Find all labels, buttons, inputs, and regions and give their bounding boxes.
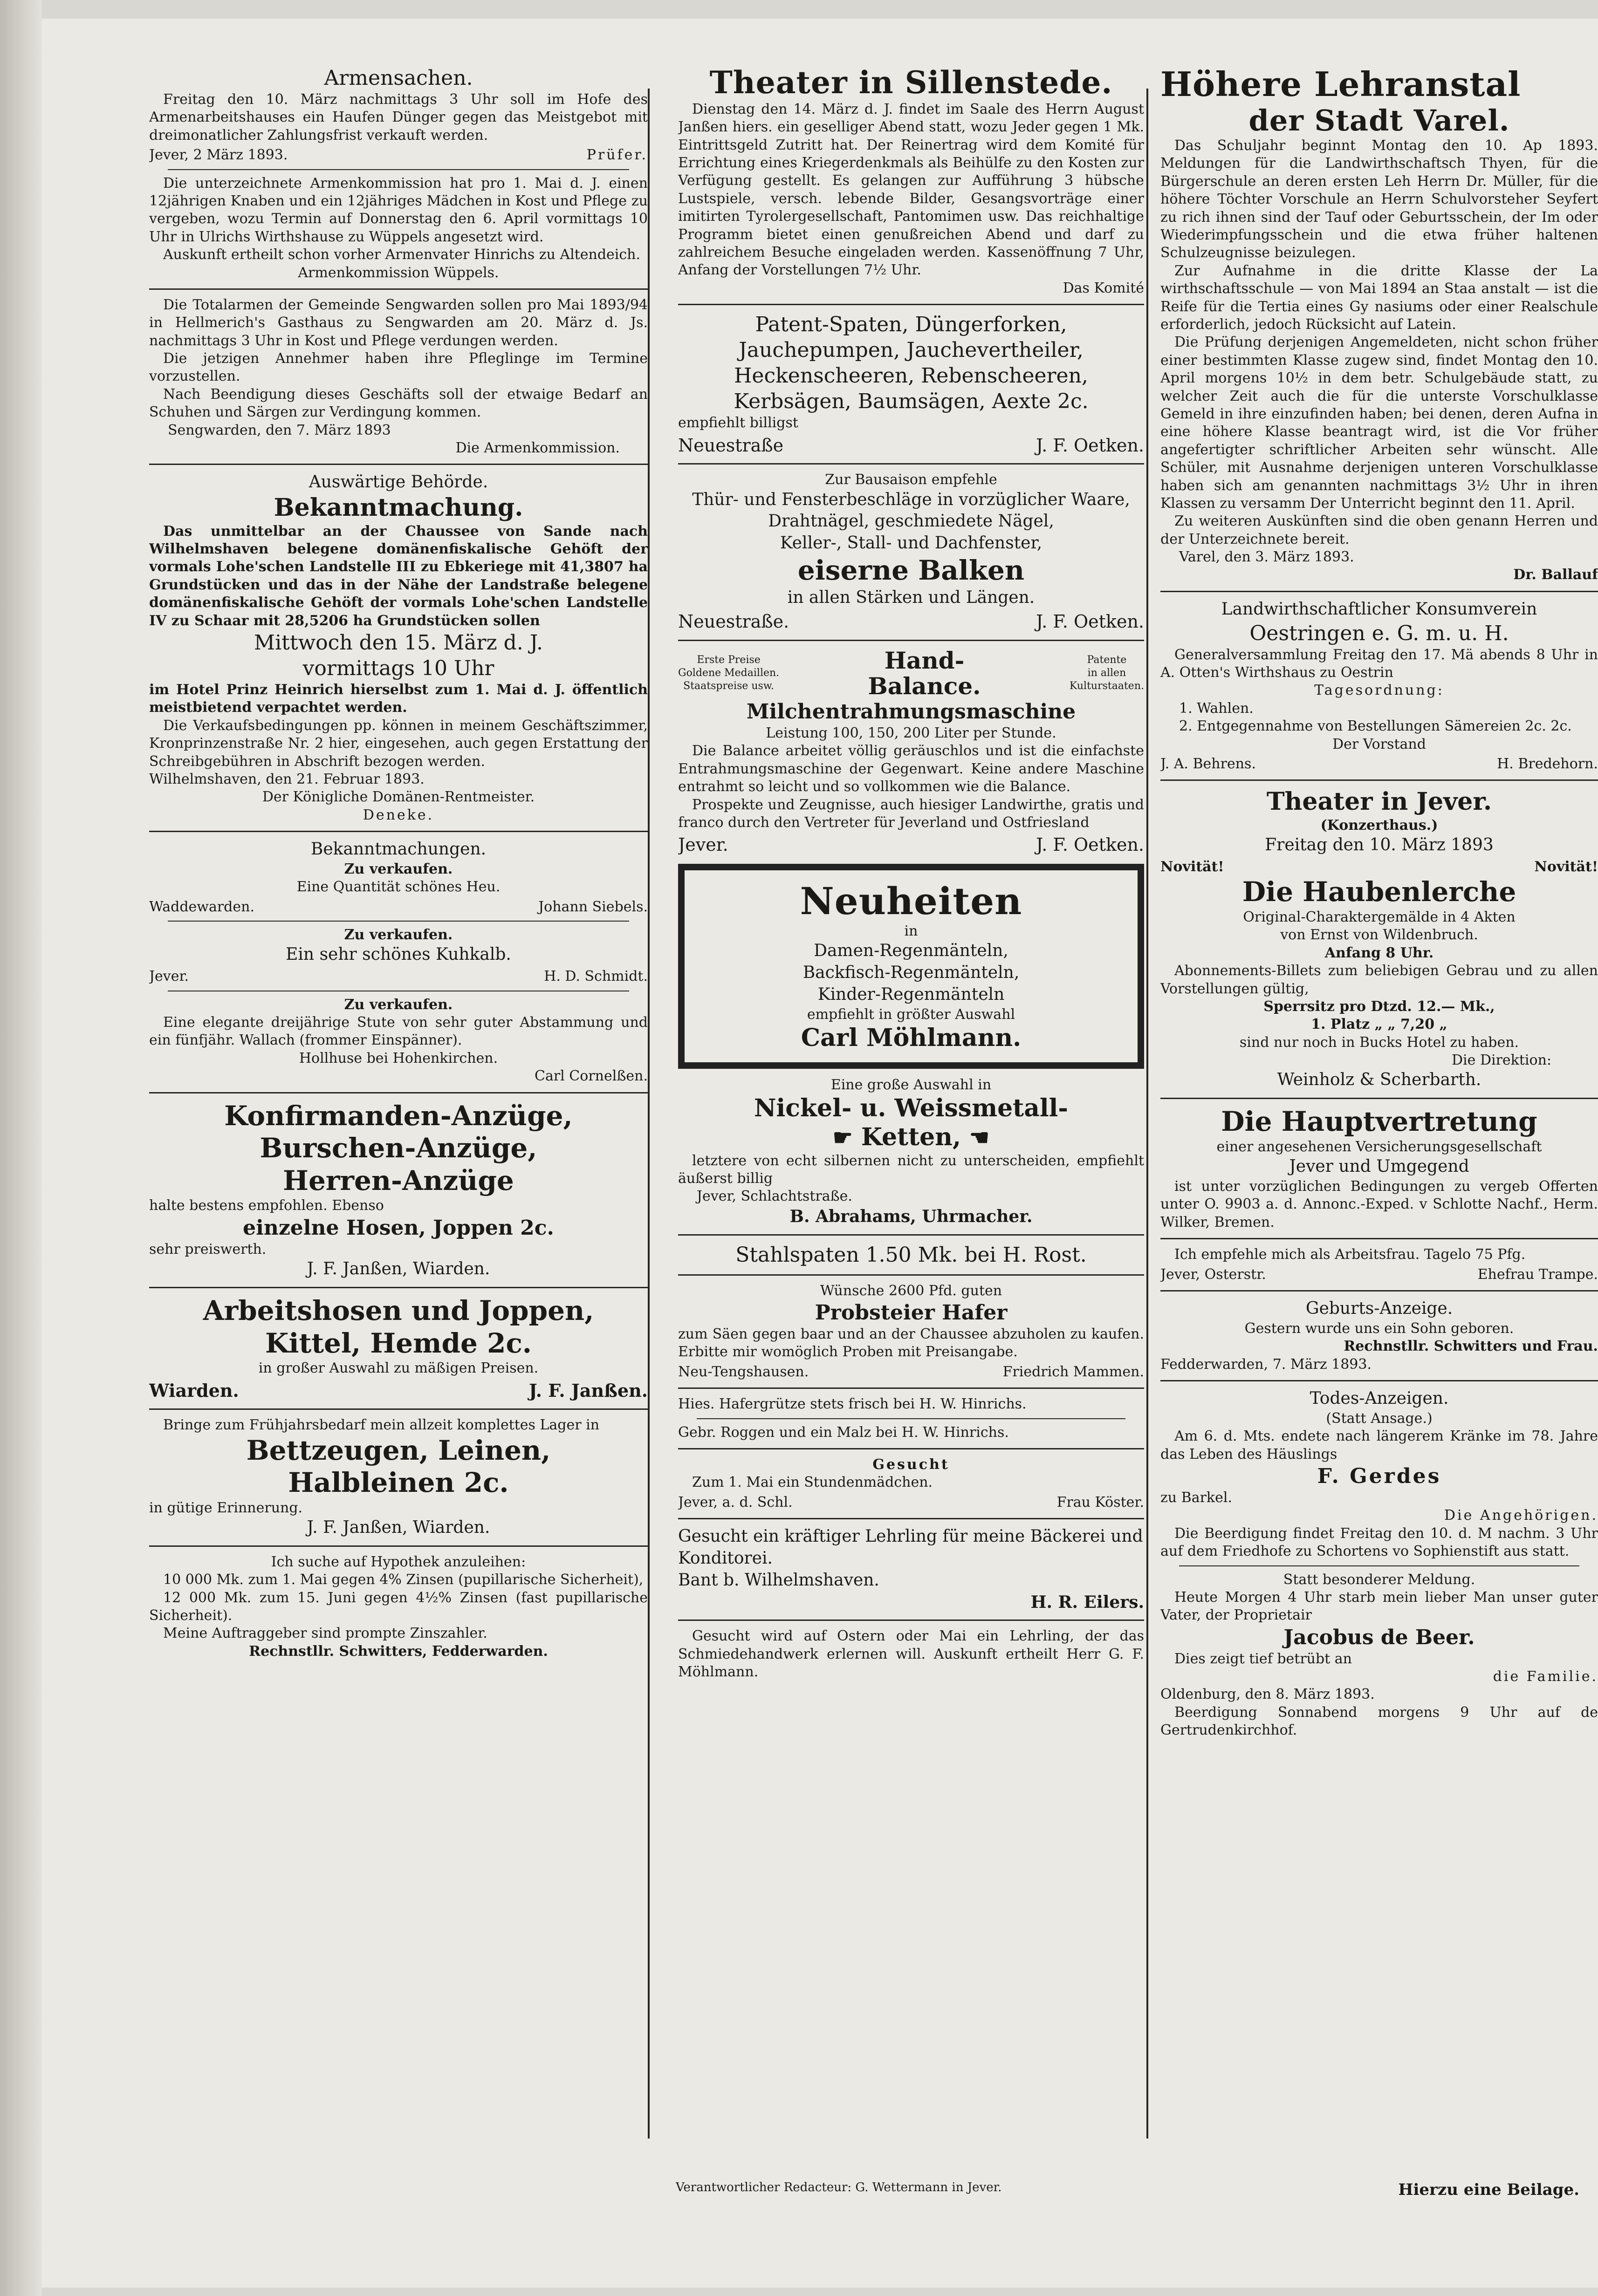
hand-balance-name: J. F. Oetken. [1036, 834, 1144, 855]
arbeitsfrau-place: Jever, Osterstr. [1160, 1266, 1266, 1283]
bekanntmachung-name: Deneke. [363, 806, 434, 823]
ad-geburtsanzeige [1160, 1298, 1598, 1374]
gesucht-signature [678, 1494, 1144, 1511]
bekanntmachung-title: Bekanntmachung. [274, 493, 523, 522]
konsumverein-text: Generalversammlung Freitag den 17. Mä abends 8 Uhr in A. Otten's Wirthshaus zu Oestrin [1160, 646, 1598, 681]
lehranstalt-text-2: Zur Aufnahme in die dritte Klasse der La wirthschaftsschule — von Mai 1894 an Staa anstalt — ist die Reife für die Tertia eines Gy nasiums oder einer Realschule erforderlich, jedoch Rücksicht auf Latein. [1160, 262, 1598, 333]
hand-balance-header [678, 648, 1144, 699]
todesanzeigen-title: Todes-Anzeigen. [1310, 1388, 1449, 1408]
awards-line-1: Erste Preise [697, 654, 761, 666]
ad-theater-jever [1160, 787, 1598, 1091]
hafergruetze-text: Hies. Hafergrütze stets frisch bei H. W. Hinrichs. [678, 1396, 1027, 1413]
divider [149, 288, 648, 290]
gesucht-text: Zum 1. Mai ein Stundenmädchen. [692, 1474, 933, 1491]
divider [1160, 1238, 1598, 1239]
nickel-text: letztere von echt silbernen nicht zu unterscheiden, empfiehlt äußerst billig [678, 1152, 1144, 1187]
hauptvertretung-text-3: ist unter vorzüglichen Bedingungen zu vergeb Offerten unter O. 9903 a. d. Annonc.-Exped. v Schlotte Nachf., Herm. Wilker, Bremen. [1160, 1178, 1598, 1230]
armenkommission-info: Auskunft ertheilt schon vorher Armenvater Hinrichs zu Altendeich. [163, 246, 641, 263]
neuheiten-line-2: Backfisch-Regenmänteln, [802, 963, 1020, 983]
konsumverein-signature [1160, 755, 1598, 773]
lehranstalt-subtitle: der Stadt Varel. [1248, 103, 1510, 137]
nickel-line-2: Nickel- u. Weissmetall- [754, 1093, 1068, 1122]
lehranstalt-text-1: Das Schuljahr beginnt Montag den 10. Ap 1893. Meldungen für die Landwirthschaftsch Thyen, für die Bürgerschule an deren ersten Leh Herrn Dr. Müller, für die höhere Töchter Vorschule an Herrn Schulvorsteher Seyfert zu rich ihnen sind der Tauf oder Geburtsschein, der Im oder Wiederimpfungsschein und die etwa früher haltenen Schulzeugnisse beizulegen. [1160, 137, 1598, 261]
ad-todesanzeigen [1160, 1388, 1598, 1740]
divider [1160, 779, 1598, 781]
bekanntmachung-text: Das unmittelbar an der Chaussee von Sande nach Wilhelmshaven belegene domänenfiskalische Gehöft der vormals Lohe'schen Landstelle III zu Ebkeriege mit 41,3807 ha Grundstücken und das in der Nähe der Landstraße belegene domänenfiskalische Gehöft der vormals Lohe'schen Landstelle IV zu Schaar mit 28,5206 ha Grundstücken sollen [149, 523, 648, 629]
theater-jever-sperrsitz: Sperrsitz pro Dtzd. 12.— Mk., [1263, 998, 1495, 1015]
theater-jever-start: Anfang 8 Uhr. [1324, 944, 1434, 961]
auswaertige-behoerde-heading: Auswärtige Behörde. [309, 472, 488, 492]
anzuege-signature: J. F. Janßen, Wiarden. [307, 1259, 490, 1279]
gesucht-title: Gesucht [872, 1456, 950, 1473]
sale2-place: Jever. [149, 968, 189, 985]
theater-sillenstede-signature: Das Komité [1063, 280, 1144, 296]
hand-balance-text-2: Die Balance arbeitet völlig geräuschlos und ist die einfachste Entrahmungsmaschine der Gegenwart. Keine andere Maschine entrahmt so leicht und so vollkommen wie die Balance. [678, 743, 1144, 795]
divider [678, 1448, 1144, 1449]
bausaison-line-2: Thür- und Fensterbeschläge in vorzüglicher Waare, [692, 490, 1130, 509]
arbeitsfrau-signature [1160, 1266, 1598, 1284]
ad-gesucht-1 [678, 1456, 1144, 1511]
anzuege-line-3: Herren-Anzüge [283, 1164, 514, 1196]
patent-line-4: Kerbsägen, Baumsägen, Aexte 2c. [734, 390, 1089, 414]
editor-footer: Verantwortlicher Redacteur: G. Wettermann in Jever. [676, 2180, 1002, 2194]
theater-jever-platz: 1. Platz „ „ 7,20 „ [1311, 1016, 1447, 1033]
ad-bekanntmachungen [149, 839, 648, 1086]
theater-jever-subtitle: (Konzerthaus.) [1320, 817, 1438, 834]
awards-line-2: Goldene Medaillen. [678, 667, 780, 679]
hauptvertretung-title: Die Hauptvertretung [1221, 1106, 1537, 1138]
lehranstalt-text-3: Die Prüfung derjenigen Angemeldeten, nicht schon früher einer bestimmten Klasse zugew sind, findet Montag den 10. April morgens 10½ in dem betr. Schulgebäude statt, zu welcher Zeit auch die für die unterste Vorschulklasse Gemeld in ihre einzufinden haben; bei denen, deren Aufna in eine höhere Klasse beantragt wird, ist die Vor früher angefertigter schriftlicher Arbeiten sehr wünscht. Alle Schüler, mit Ausnahme derjenigen unteren Vorschulklasse haben sich am genannten nachmittags 3½ Uhr in ihren Klassen zu versamm Der Unterricht beginnt den 11. April. [1160, 334, 1598, 512]
lehranstalt-title: Höhere Lehranstal [1160, 65, 1521, 104]
lehrling-place: Bant b. Wilhelmshaven. [678, 1570, 879, 1590]
ad-gesucht-schmied [678, 1627, 1144, 1681]
nickel-line-3 [678, 1123, 1144, 1152]
divider [678, 463, 1144, 465]
bausaison-signature [678, 610, 1144, 633]
konsumverein-agenda-2: 2. Entgegennahme von Bestellungen Sämereien 2c. 2c. [1179, 718, 1572, 735]
theater-sillenstede-text: Dienstag den 14. März d. J. findet im Saale des Herrn August Janßen hiers. ein geselliger Abend statt, wozu Jeder gegen 1 Mk. Eintrittsgeld Zutritt hat. Der Reinertrag wird dem Komité für Errichtung eines Kriegerdenkmals als Beihülfe zu den Kosten zur Verfügung gestellt. Es gelangen zur Aufführung 3 hübsche Lustspiele, versch. lebende Bilder, Gesangsvorträge einer imitirten Tyrolergesellschaft, Pantomimen usw. Das reichhaltige Programm bietet einen genußreichen Abend und darf zu zahlreichem Besuche eingeladen werden. Kassenöffnung 7 Uhr, Anfang der Vorstellungen 7½ Uhr. [678, 101, 1144, 279]
hand-balance-awards [678, 654, 779, 693]
anzuege-line-4: einzelne Hosen, Joppen 2c. [243, 1216, 554, 1240]
arbeitshosen-signature [149, 1380, 648, 1402]
arbeitshosen-text: in großer Auswahl zu mäßigen Preisen. [258, 1360, 539, 1377]
ad-konsumverein [1160, 599, 1598, 773]
column-left [149, 65, 648, 1660]
totalarmen-date: Sengwarden, den 7. März 1893 [168, 422, 391, 438]
lehrling-signature: H. R. Eilers. [1030, 1592, 1144, 1612]
ad-bausaison [678, 471, 1144, 633]
neuheiten-line-1: Damen-Regenmänteln, [814, 941, 1008, 961]
armensachen-text: Freitag den 10. März nachmittags 3 Uhr soll im Hofe des Armenarbeitshauses ein Haufen Dünger gegen das Meistgebot mit dreimonatlicher Zahlungsfrist verkauft werden. [149, 91, 648, 144]
todesanzeigen-place: zu Barkel. [1160, 1489, 1232, 1506]
hypothek-text-1: Ich suche auf Hypothek anzuleihen: [271, 1553, 526, 1570]
armensachen-title: Armensachen. [324, 66, 473, 90]
hand-balance-subtitle: Milchentrahmungsmaschine [746, 700, 1076, 724]
theater-jever-signature: Weinholz & Scherbarth. [1277, 1070, 1481, 1090]
ad-armensachen [149, 65, 648, 282]
sale1-place: Waddewarden. [149, 898, 254, 915]
theater-sillenstede-title: Theater in Sillenstede. [709, 65, 1113, 101]
bausaison-name: J. F. Oetken. [1036, 611, 1144, 632]
patent-text: empfiehlt billigst [678, 415, 798, 431]
geburtsanzeige-title: Geburts-Anzeige. [1305, 1299, 1453, 1318]
ad-totalarmen [149, 296, 648, 458]
patents-line-2: in allen [1087, 667, 1126, 679]
hafer-place: Neu-Tengshausen. [678, 1363, 809, 1380]
theater-jever-buck: sind nur noch in Bucks Hotel zu haben. [1239, 1034, 1519, 1051]
divider [149, 1287, 648, 1288]
armenkommission-text: Die unterzeichnete Armenkommission hat pro 1. Mai d. J. einen 12jährigen Knaben und ein 12jähriges Mädchen in Kost und Pflege zu vergeben, wozu Termin auf Donnerstag den 6. April vormittags 10 Uhr in Ulrichs Wirthshause zu Wüppels angesetzt wird. [149, 175, 648, 245]
ad-probsteier-hafer [678, 1282, 1144, 1381]
roggen-text: Gebr. Roggen und ein Malz bei H. W. Hinrichs. [678, 1424, 1009, 1441]
bekanntmachung-office: Der Königliche Domänen-Rentmeister. [262, 789, 535, 806]
bettzeugen-text-2: in gütige Erinnerung. [149, 1499, 303, 1516]
todesanzeige-2-text-3: Beerdigung Sonnabend morgens 9 Uhr auf de Gertrudenkirchhof. [1160, 1704, 1598, 1739]
nickel-place: Jever, Schlachtstraße. [697, 1188, 852, 1205]
arbeitshosen-place: Wiarden. [149, 1380, 239, 1401]
theater-jever-novelty [1160, 858, 1598, 876]
divider [1160, 591, 1598, 592]
ad-stahlspaten [678, 1242, 1144, 1268]
ad-bekanntmachung [149, 472, 648, 824]
neuheiten-title: Neuheiten [800, 879, 1022, 923]
hand-balance-title [868, 648, 981, 699]
gesucht-name: Frau Köster. [1056, 1494, 1144, 1510]
bekanntmachung-text-2: im Hotel Prinz Heinrich hierselbst zum 1. Mai d. J. öffentlich meistbietend verpachtet werden. [149, 681, 648, 716]
awards-line-3: Staatspreise usw. [683, 680, 775, 692]
todesanzeige-2-name: Jacobus de Beer. [1283, 1625, 1475, 1649]
bekanntmachungen-title: Bekanntmachungen. [310, 840, 487, 859]
bettzeugen-signature: J. F. Janßen, Wiarden. [307, 1518, 490, 1538]
sale3-place: Hollhuse bei Hohenkirchen. [299, 1050, 498, 1066]
neuheiten-text: empfiehlt in größter Auswahl [807, 1006, 1015, 1023]
hypothek-signature: Rechnstllr. Schwitters, Fedderwarden. [249, 1643, 548, 1660]
divider [697, 1418, 1125, 1419]
patent-line-2: Jauchepumpen, Jauchevertheiler, [739, 338, 1084, 362]
theater-jever-desc-1: Original-Charaktergemälde in 4 Akten [1243, 909, 1516, 925]
sale2-text: Ein sehr schönes Kuhkalb. [286, 945, 511, 964]
novelty-left: Novität! [1160, 858, 1224, 875]
patent-signature [678, 434, 1144, 457]
patent-place: Neuestraße [678, 435, 784, 456]
theater-jever-date: Freitag den 10. März 1893 [1265, 835, 1494, 855]
lehrling-text: Gesucht ein kräftiger Lehrling für meine Bäckerei und Konditorei. [678, 1527, 1143, 1568]
ad-bettzeugen [149, 1416, 648, 1539]
hand-balance-text-1: Leistung 100, 150, 200 Liter per Stunde. [766, 725, 1056, 741]
column-rule-2 [1146, 89, 1148, 2139]
theater-jever-play: Die Haubenlerche [1242, 876, 1516, 908]
hand-balance-place: Jever. [678, 834, 728, 855]
neuheiten-in: in [904, 922, 918, 939]
nickel-signature: B. Abrahams, Uhrmacher. [789, 1206, 1033, 1226]
stahlspaten-text: Stahlspaten 1.50 Mk. bei H. Rost. [735, 1243, 1087, 1267]
hafer-line-1: Wünsche 2600 Pfd. guten [820, 1282, 1002, 1299]
hafer-title: Probsteier Hafer [815, 1301, 1008, 1325]
supplement-footer: Hierzu eine Beilage. [1398, 2180, 1579, 2199]
neuheiten-signature: Carl Möhlmann. [801, 1024, 1022, 1052]
nickel-ketten-label: Ketten, [861, 1123, 961, 1152]
divider [678, 304, 1144, 305]
geburtsanzeige-text: Gestern wurde uns ein Sohn geboren. [1244, 1320, 1514, 1337]
ad-nickel-ketten [678, 1076, 1144, 1228]
ad-hypothek [149, 1553, 648, 1660]
hand-balance-patents [1070, 654, 1144, 693]
zu-verkaufen-heading: Zu verkaufen. [344, 996, 453, 1013]
hafer-signature [678, 1363, 1144, 1381]
bekanntmachung-text-3: Die Verkaufsbedingungen pp. können in meinem Geschäftszimmer, Kronprinzenstraße Nr. 2 hier, eingesehen, auch gegen Erstattung der Schreibgebühren in Abschrift bezogen werden. [149, 717, 648, 770]
divider [678, 1518, 1144, 1519]
theater-jever-desc-2: von Ernst von Wildenbruch. [1280, 927, 1478, 943]
sale1-signature [149, 898, 648, 916]
ad-lehrling [678, 1526, 1144, 1613]
todesanzeige-2-text-2: Dies zeigt tief betrübt an [1174, 1650, 1352, 1667]
lehranstalt-signature: Dr. Ballauf [1513, 567, 1598, 583]
ad-theater-sillenstede [678, 65, 1144, 297]
armenkommission-signature: Armenkommission Wüppels. [298, 264, 499, 281]
divider [168, 169, 629, 170]
neuheiten-line-3: Kinder-Regenmänteln [817, 984, 1005, 1004]
bausaison-place: Neuestraße. [678, 611, 789, 632]
divider [678, 1620, 1144, 1621]
konsumverein-title: Landwirthschaftlicher Konsumverein [1221, 599, 1537, 619]
sale3-text: Eine elegante dreijährige Stute von sehr guter Abstammung und ein fünfjähr. Wallach (frommer Einspänner). [149, 1014, 648, 1049]
theater-jever-title: Theater in Jever. [1266, 787, 1492, 816]
divider [149, 831, 648, 832]
zu-verkaufen-heading: Zu verkaufen. [344, 861, 453, 877]
armensachen-signature [149, 146, 648, 164]
divider [149, 1545, 648, 1547]
patents-line-1: Patente [1087, 654, 1127, 666]
bekanntmachung-date: Mittwoch den 15. März d. J. [254, 630, 543, 655]
hafer-text: zum Säen gegen baar und an der Chaussee abzuholen zu kaufen. Erbitte mir womöglich Proben mit Preisangabe. [678, 1326, 1144, 1360]
geburtsanzeige-date: Fedderwarden, 7. März 1893. [1160, 1356, 1372, 1373]
bausaison-line-5: eiserne Balken [797, 554, 1025, 586]
bausaison-line-4: Keller-, Stall- und Dachfenster, [780, 533, 1042, 553]
sale1-text: Eine Quantität schönes Heu. [296, 879, 501, 895]
hauptvertretung-text-1: einer angesehenen Versicherungsgesellschaft [1216, 1138, 1542, 1155]
theater-jever-direktion: Die Direktion: [1452, 1052, 1551, 1069]
bekanntmachung-place: Wilhelmshaven, den 21. Februar 1893. [149, 771, 425, 787]
hand-balance-signature [678, 834, 1144, 856]
todesanzeigen-subtitle: (Statt Ansage.) [1326, 1410, 1433, 1427]
ad-hand-balance [678, 648, 1144, 856]
patent-name: J. F. Oetken. [1036, 435, 1144, 456]
divider [678, 1387, 1144, 1389]
todesanzeige-2-text: Heute Morgen 4 Uhr starb mein lieber Man unser guter Vater, der Proprietair [1160, 1589, 1598, 1624]
schmied-text: Gesucht wird auf Ostern oder Mai ein Lehrling, der das Schmiedehandwerk erlernen will. Auskunft ertheilt Herr G. F. Möhlmann. [678, 1628, 1144, 1681]
divider [678, 1234, 1144, 1236]
sale1-name: Johann Siebels. [538, 898, 648, 915]
hypothek-text-2: 10 000 Mk. zum 1. Mai gegen 4% Zinsen (pupillarische Sicherheit), [163, 1572, 644, 1588]
ad-hoehere-lehranstalt [1160, 65, 1598, 584]
todesanzeigen-text-2: Die Beerdigung findet Freitag den 10. d. M nachm. 3 Uhr auf dem Friedhofe zu Schortens vo Sophienstift aus statt. [1160, 1525, 1598, 1560]
bekanntmachung-time: vormittags 10 Uhr [302, 656, 494, 680]
todesanzeige-2-date: Oldenburg, den 8. März 1893. [1160, 1686, 1375, 1703]
anzuege-text-2: sehr preiswerth. [149, 1241, 267, 1257]
divider [1160, 1098, 1598, 1099]
todesanzeigen-text: Am 6. d. Mts. endete nach längerem Kränke im 78. Jahre das Leben des Häuslings [1160, 1428, 1598, 1462]
divider [678, 640, 1144, 641]
hand-balance-title-2: Balance. [868, 672, 981, 700]
ad-hafergruetze [678, 1395, 1144, 1442]
hauptvertretung-text-2: Jever und Umgegend [1289, 1157, 1469, 1176]
divider [1179, 1565, 1579, 1566]
pointing-hand-icon: ☛ [832, 1125, 853, 1151]
arbeitshosen-line-1: Arbeitshosen und Joppen, [203, 1294, 594, 1326]
ad-arbeitshosen [149, 1295, 648, 1402]
konsumverein-vorstand: Der Vorstand [1332, 736, 1426, 752]
divider [149, 464, 648, 465]
lehranstalt-date: Varel, den 3. März 1893. [1179, 549, 1354, 566]
sale2-name: H. D. Schmidt. [544, 968, 648, 985]
divider [1160, 1290, 1598, 1292]
bettzeugen-line-1: Bettzeugen, Leinen, [246, 1434, 551, 1466]
gesucht-place: Jever, a. d. Schl. [678, 1494, 793, 1510]
hypothek-text-3: 12 000 Mk. zum 15. Juni gegen 4½% Zinsen (fast pupillarische Sicherheit). [149, 1589, 648, 1624]
ad-hauptvertretung [1160, 1106, 1598, 1231]
konsumverein-agenda-heading: Tagesordnung: [1314, 682, 1444, 699]
divider [678, 1274, 1144, 1276]
ad-neuheiten [678, 864, 1144, 1069]
patents-line-3: Kulturstaaten. [1069, 680, 1144, 692]
konsumverein-name-2: H. Bredehorn. [1497, 756, 1598, 772]
hand-balance-text-3: Prospekte und Zeugnisse, auch hiesiger Landwirthe, gratis und franco durch den Vertreter für Jeverland und Ostfriesland [678, 796, 1144, 831]
sig-left: Jever, 2 März 1893. [149, 147, 288, 164]
sale2-signature [149, 968, 648, 985]
sig-right: Prüfer. [586, 147, 648, 164]
bettzeugen-line-2: Halbleinen 2c. [288, 1467, 509, 1499]
anzuege-line-1: Konfirmanden-Anzüge, [224, 1100, 573, 1132]
column-rule-1 [648, 89, 650, 2139]
lehranstalt-text-4: Zu weiteren Auskünften sind die oben genann Herren und der Unterzeichnete bereit. [1160, 513, 1598, 547]
ad-anzuege [149, 1100, 648, 1280]
nickel-line-1: Eine große Auswahl in [830, 1076, 992, 1093]
todesanzeige-2-subtitle: Statt besonderer Meldung. [1283, 1571, 1475, 1588]
patent-line-1: Patent-Spaten, Düngerforken, [755, 313, 1067, 337]
bausaison-line-6: in allen Stärken und Längen. [787, 588, 1035, 607]
arbeitshosen-line-2: Kittel, Hemde 2c. [265, 1327, 532, 1359]
todesanzeige-2-signature: die Familie. [1493, 1668, 1598, 1685]
column-right [1160, 65, 1598, 1740]
totalarmen-text: Die Totalarmen der Gemeinde Sengwarden sollen pro Mai 1893/94 in Hellmerich's Gasthaus zu Sengwarden am 20. März d. Js. nachmittags 3 Uhr in Kost und Pflege verdungen werden. [149, 296, 648, 349]
divider [149, 1408, 648, 1410]
arbeitsfrau-text: Ich empfehle mich als Arbeitsfrau. Tagelo 75 Pfg. [1174, 1246, 1526, 1263]
divider [1160, 1380, 1598, 1381]
bausaison-line-3: Drahtnägel, geschmiedete Nägel, [768, 512, 1054, 531]
column-middle [678, 65, 1144, 1681]
konsumverein-agenda-1: 1. Wahlen. [1179, 700, 1254, 717]
hafer-name: Friedrich Mammen. [1002, 1363, 1144, 1380]
todesanzeigen-name: F. Gerdes [1317, 1464, 1441, 1488]
geburtsanzeige-signature: Rechnstllr. Schwitters und Frau. [1344, 1338, 1598, 1355]
konsumverein-subtitle: Oestringen e. G. m. u. H. [1249, 621, 1509, 645]
totalarmen-text-3: Nach Beendigung dieses Geschäfts soll der etwaige Bedarf an Schuhen und Särgen zur Verdingung kommen. [149, 386, 648, 421]
totalarmen-signature: Die Armenkommission. [455, 440, 620, 457]
patent-line-3: Heckenscheeren, Rebenscheeren, [734, 364, 1088, 388]
page-binding-edge [0, 0, 42, 2296]
sale3-name: Carl Cornelßen. [535, 1068, 648, 1085]
anzuege-line-2: Burschen-Anzüge, [260, 1132, 537, 1164]
todesanzeigen-signature: Die Angehörigen. [1444, 1507, 1598, 1524]
hypothek-text-4: Meine Auftraggeber sind prompte Zinszahler. [163, 1625, 487, 1642]
bausaison-line-1: Zur Bausaison empfehle [825, 472, 997, 488]
divider [149, 1092, 648, 1093]
hand-balance-title-1: Hand- [884, 647, 965, 674]
bettzeugen-text: Bringe zum Frühjahrsbedarf mein allzeit komplettes Lager in [163, 1417, 600, 1434]
konsumverein-name-1: J. A. Behrens. [1160, 756, 1256, 772]
theater-jever-text: Abonnements-Billets zum beliebigen Gebrau und zu allen Vorstellungen gültig, [1160, 963, 1598, 997]
totalarmen-text-2: Die jetzigen Annehmer haben ihre Pfleglinge im Termine vorzustellen. [149, 350, 648, 385]
anzuege-text: halte bestens empfohlen. Ebenso [149, 1197, 384, 1214]
pointing-hand-icon: ☛ [969, 1125, 990, 1151]
arbeitsfrau-name: Ehefrau Trampe. [1477, 1266, 1598, 1283]
ad-arbeitsfrau [1160, 1246, 1598, 1284]
newspaper-page [42, 19, 1598, 2288]
novelty-right: Novität! [1534, 858, 1598, 875]
ad-patent-spaten [678, 312, 1144, 457]
arbeitshosen-name: J. F. Janßen. [528, 1380, 648, 1401]
divider [168, 921, 629, 922]
zu-verkaufen-heading: Zu verkaufen. [344, 927, 453, 943]
